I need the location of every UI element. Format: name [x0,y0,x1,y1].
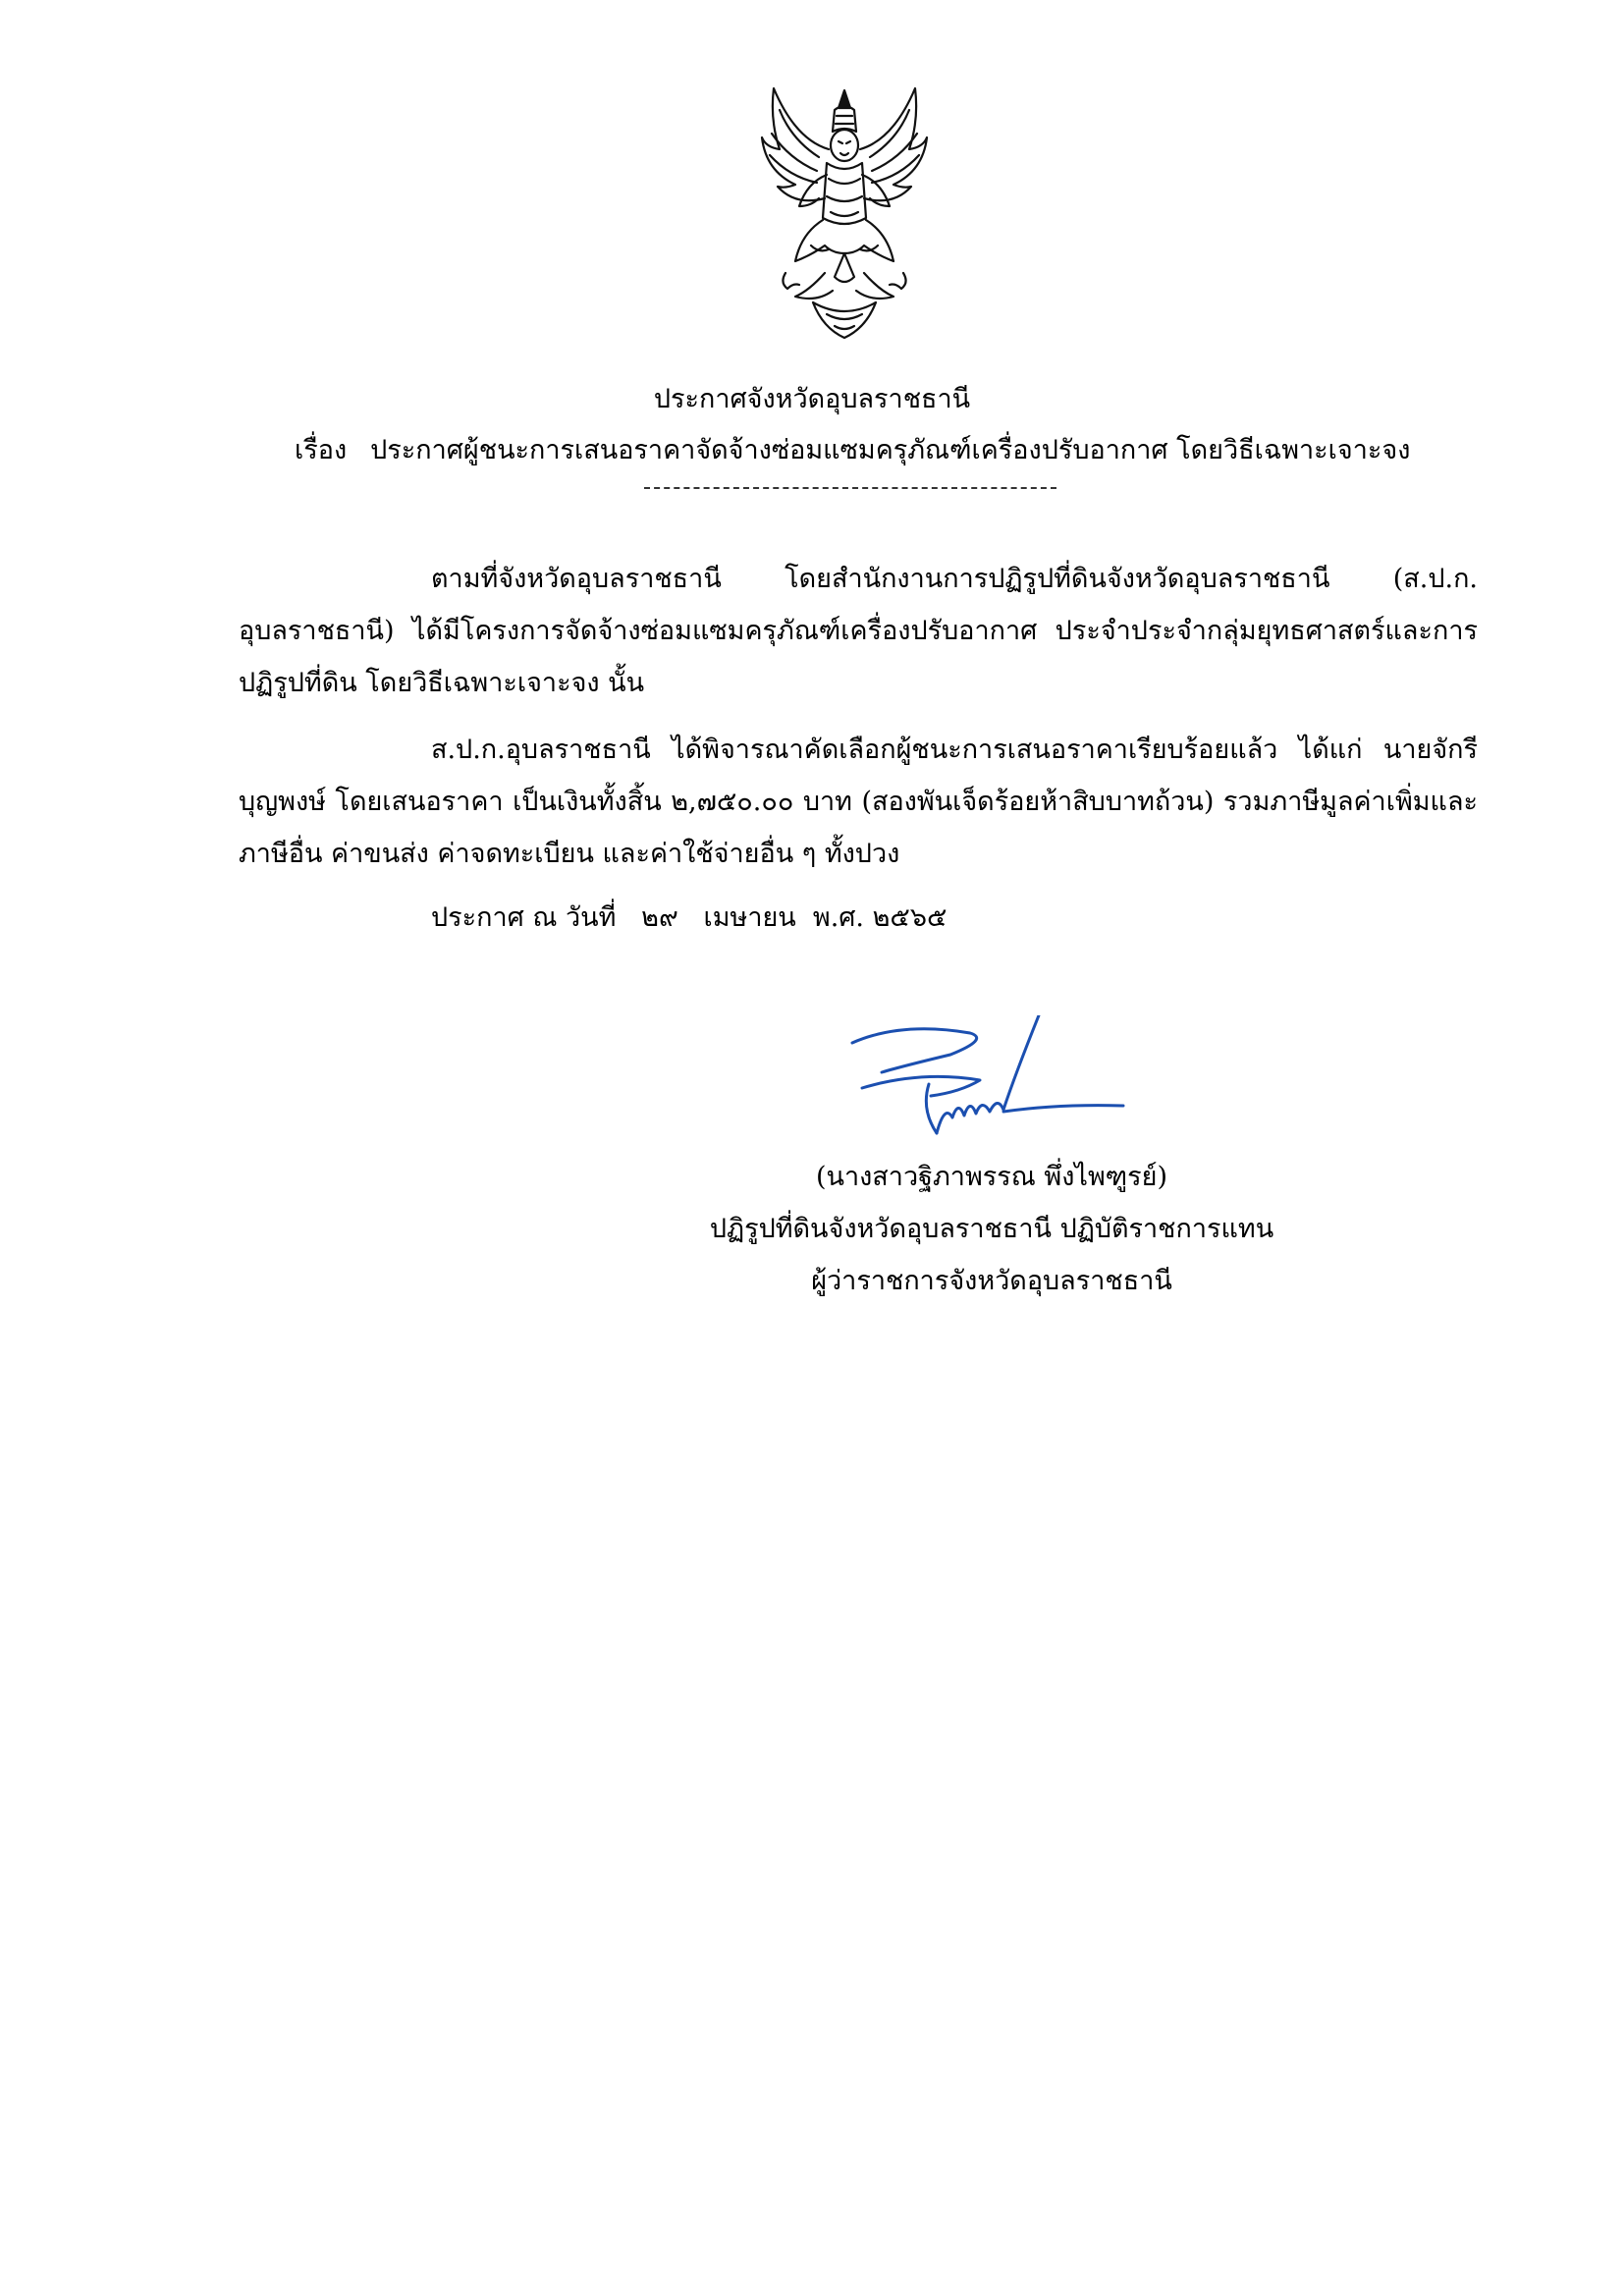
body-paragraph-2-text: ส.ป.ก.อุบลราชธานี ได้พิจารณาคัดเลือกผู้ชนะการเสนอราคาเรียบร้อยแล้ว ได้แก่ นายจักรี บุญพงษ์ โดยเสนอราคา เป็นเงินทั้งสิ้น ๒,๗๕๐.๐๐ บาท (สองพันเจ็ดร้อยห้าสิบบาทถ้วน) รวมภาษีมูลค่าเพิ่มและภาษีอื่น ค่าขนส่ง ค่าจดทะเบียน และค่าใช้จ่ายอื่น ๆ ทั้งปวง [239,735,1478,869]
handwritten-signature [842,1015,1127,1153]
announcement-date: ประกาศ ณ วันที่ ๒๙ เมษายน พ.ศ. ๒๕๖๕ [431,902,947,933]
signer-name: (นางสาวฐิภาพรรณ พึ่งไพฑูรย์) [815,1162,1168,1192]
signer-position: ปฏิรูปที่ดินจังหวัดอุบลราชธานี ปฏิบัติราชการแทน [709,1214,1274,1244]
signature-block [687,1151,1296,1307]
subject-line [295,428,1410,470]
document-title: ประกาศจังหวัดอุบลราชธานี [653,384,971,414]
signer-position-secondary: ผู้ว่าราชการจังหวัดอุบลราชธานี [811,1266,1172,1296]
divider [644,487,1056,489]
subject-text: ประกาศผู้ชนะการเสนอราคาจัดจ้างซ่อมแซมครุภัณฑ์เครื่องปรับอากาศ โดยวิธีเฉพาะเจาะจง [370,435,1411,465]
body-paragraph-1 [239,553,1478,709]
body-paragraph-1-text: ตามที่จังหวัดอุบลราชธานี โดยสำนักงานการปฏิรูปที่ดินจังหวัดอุบลราชธานี (ส.ป.ก. อุบลราชธานี) ได้มีโครงการจัดจ้างซ่อมแซมครุภัณฑ์เครื่องปรับอากาศ ประจำประจำกลุ่มยุทธศาสตร์และการปฏิรูปที่ดิน โดยวิธีเฉพาะเจาะจง นั้น [239,564,1478,698]
subject-label: เรื่อง [295,435,348,465]
body-paragraph-2 [239,724,1478,880]
garuda-emblem-icon [756,81,933,346]
